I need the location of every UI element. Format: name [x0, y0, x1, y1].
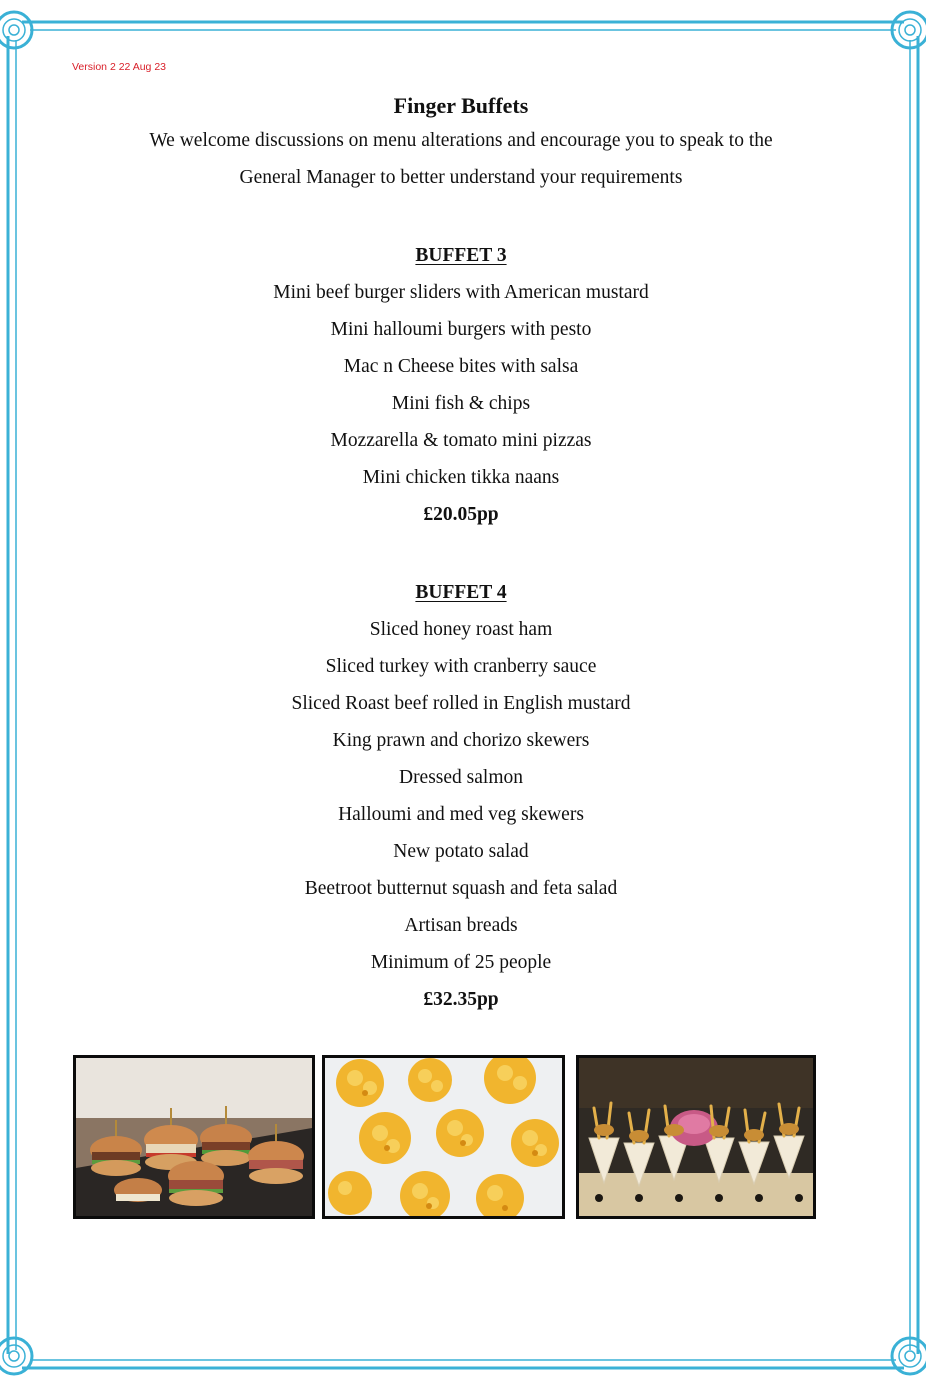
menu-item: Mini chicken tikka naans [362, 467, 560, 488]
page-title: Finger Buffets [393, 93, 529, 118]
corner-ornament-top-right [892, 12, 926, 48]
photo-mini-fish-and-chips [576, 1055, 816, 1219]
menu-item: Sliced turkey with cranberry sauce [325, 656, 597, 677]
buffet-3-section [0, 237, 922, 533]
buffet-heading: BUFFET 4 [415, 582, 507, 603]
photo-mac-n-cheese-bites [322, 1055, 565, 1219]
buffet-price: £32.35pp [423, 989, 499, 1010]
intro-line-1: We welcome discussions on menu alterations and encourage you to speak to the [149, 130, 773, 151]
menu-item: Beetroot butternut squash and feta salad [304, 878, 618, 899]
corner-ornament-bottom-right [892, 1338, 926, 1374]
menu-item: Mini halloumi burgers with pesto [330, 319, 592, 340]
menu-item: Mini beef burger sliders with American mustard [273, 282, 649, 303]
menu-item: Dressed salmon [398, 767, 524, 788]
photo-burger-sliders [73, 1055, 315, 1219]
menu-item: Artisan breads [404, 915, 518, 936]
menu-item: Sliced honey roast ham [369, 619, 553, 640]
intro-line-2: General Manager to better understand your requirements [239, 167, 683, 188]
menu-item: Sliced Roast beef rolled in English mustard [291, 693, 631, 714]
buffet-4-section [0, 574, 922, 1018]
menu-item: Mini fish & chips [391, 393, 531, 414]
menu-content [0, 90, 922, 1018]
version-note: Version 2 22 Aug 23 [72, 61, 166, 73]
menu-item: Halloumi and med veg skewers [338, 804, 584, 825]
menu-item: Mac n Cheese bites with salsa [343, 356, 579, 377]
menu-item: New potato salad [393, 841, 529, 862]
menu-item: Minimum of 25 people [370, 952, 552, 973]
buffet-heading: BUFFET 3 [415, 245, 507, 266]
menu-item: Mozzarella & tomato mini pizzas [330, 430, 592, 451]
menu-item: King prawn and chorizo skewers [332, 730, 590, 751]
buffet-price: £20.05pp [423, 504, 499, 525]
